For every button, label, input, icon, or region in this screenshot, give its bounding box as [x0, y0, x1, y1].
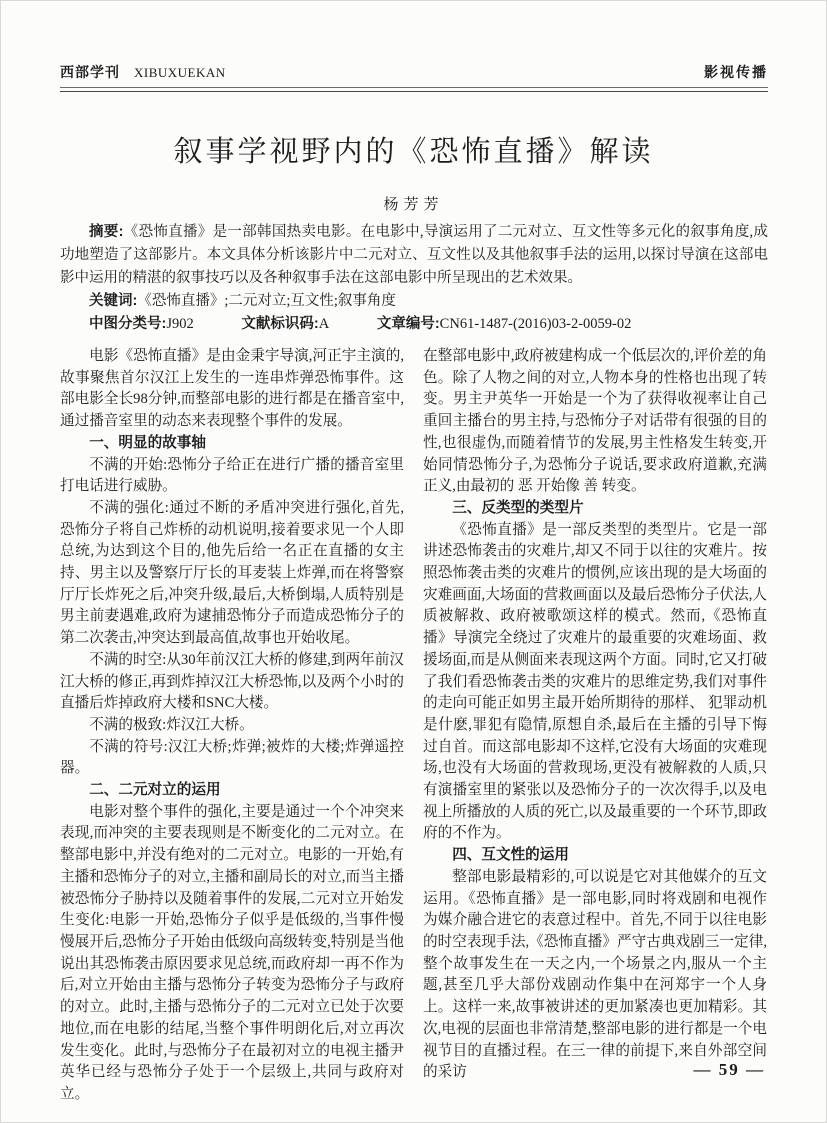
abstract [60, 221, 768, 290]
section-name: 影视传播 [704, 66, 768, 81]
abstract-text: 《恐怖直播》是一部韩国热卖电影。在电影中,导演运用了二元对立、互文性等多元化的叙事角度,成功地塑造了这部影片。本文具体分析该影片中二元对立、互文性以及其他叙事手法的运用,以探讨导演在这部电影中运用的精湛的叙事技巧以及各种叙事手法在这部电影中所呈现出的艺术效果。 [60, 224, 768, 286]
meta-line [60, 313, 768, 336]
header-rule [60, 87, 768, 92]
body-paragraph: 《恐怖直播》是一部反类型的类型片。它是一部讲述恐怖袭击的灾难片,却又不同于以往的灾难片。按照恐怖袭击类的灾难片的惯例,应该出现的是大场面的灾难画面,大场面的营救画面以及最后恐怖分子伏法,人质被解救、政府被歌颂这样的模式。然而,《恐怖直播》导演完全绕过了灾难片的最重要的灾难场面、救援场面,而是从侧面来表现这两个方面。同时,它又打破了我们看恐怖袭击类的灾难片的思维定势,我们对事件的走向可能正如男主最开始所期待的那样、 犯罪动机是什麽,罪犯有隐情,原想自杀,最后在主播的引导下悔过自首。而这部电影却不这样,它没有大场面的灾难现场,也没有大场面的营救现场,更没有被解救的人质,只有演播室里的紧张以及恐怖分子的一次次得手,以及电视上所播放的人质的死亡,以及最重要的一个环节,即政府的不作为。 [423, 521, 767, 842]
article-id: 文章编号:CN61-1487-(2016)03-2-0059-02 [376, 316, 632, 332]
journal-name-cn: 西部学刊 [60, 66, 120, 81]
body-paragraph: 不满的符号:汉江大桥;炸弹;被炸的大楼;炸弹遥控器。 [60, 738, 404, 777]
section-heading: 一、明显的故事轴 [89, 434, 206, 451]
body-paragraph: 电影《恐怖直播》是由金秉宇导演,河正宇主演的,故事聚焦首尔汉江上发生的一连串炸弹恐怖事件。这部电影全长98分钟,而整部电影的进行都是在播音室中,通过播音室里的动态来表现整个事件的发展。 [60, 348, 404, 430]
section-heading: 二、二元对立的运用 [89, 782, 221, 799]
body-paragraph: 不满的时空:从30年前汉江大桥的修建,到两年前汉江大桥的修正,再到炸掉汉江大桥恐怖,以及两个小时的直播后炸掉政府大楼和SNC大楼。 [60, 651, 404, 712]
body-paragraph: 不满的强化:通过不断的矛盾冲突进行强化,首先,恐怖分子将自己炸桥的动机说明,接着要求见一个人即总统,为达到这个目的,他先后给一名正在直播的女主持、男主以及警察厅厅长的耳麦装上炸弹,而在将警察厅厅长炸死之后,冲突升级,最后,大桥倒塌,人质特别是男主前妻遇难,政府为逮捕恐怖分子而造成恐怖分子的第二次袭击,冲突达到最高值,故事也开始收尾。 [60, 499, 404, 647]
journal-name-en: XIBUXUEKAN [134, 65, 226, 80]
body-paragraph: 不满的开始:恐怖分子给正在进行广播的播音室里打电话进行威胁。 [60, 456, 404, 495]
keywords-label: 关键词: [89, 293, 138, 309]
front-matter [60, 221, 768, 336]
keywords [60, 290, 768, 313]
left-column [60, 346, 404, 1106]
journal-name [60, 62, 226, 82]
right-column [423, 346, 767, 1106]
body-paragraph: 电影对整个事件的强化,主要是通过一个个冲突来表现,而冲突的主要表现则是不断变化的二元对立。在整部电影中,并没有绝对的二元对立。电影的一开始,有主播和恐怖分子的对立,主播和副局长的对立,而当主播被恐怖分子胁持以及随着事件的发展,二元对立开始发生变化:电影一开始,恐怖分子似乎是低级的,当事件慢慢展开后,恐怖分子开始由低级向高级转变,特别是当他说出其恐怖袭击原因要求见总统,而政府却一再不作为后,对立开始由主播与恐怖分子转变为恐怖分子与政府的对立。此时,主播与恐怖分子的二元对立已处于次要地位,而在电影的结尾,当整个事件明朗化后,对立再次发生变化。此时,与恐怖分子在最初对立的电视主播尹英华已经与恐怖分子处于一个层级上,共同与政府对立。 [60, 803, 404, 1102]
body-paragraph: 整部电影最精彩的,可以说是它对其他媒介的互文运用。《恐怖直播》是一部电影,同时将戏剧和电视作为媒介融合进它的表意过程中。首先,不同于以往电影的时空表现手法,《恐怖直播》严守古典戏剧三一定律,整个故事发生在一天之内,一个场景之内,服从一个主题,甚至几乎大部份戏剧动作集中在河郑宇一个人身上。这样一来,故事被讲述的更加紧凑也更加精彩。其次,电视的层面也非常清楚,整部电影的进行都是一个电视节目的直播过程。在三一律的前提下,来自外部空间的采访 [423, 868, 767, 1081]
clc-number: 中图分类号:J902 [89, 316, 194, 332]
page-title: 叙事学视野内的《恐怖直播》解读 [173, 136, 654, 168]
page-number: — 59 — [693, 1060, 765, 1079]
body-paragraph: 在整部电影中,政府被建构成一个低层次的,评价差的角色。除了人物之间的对立,人物本身的性格也出现了转变。男主尹英华一开始是一个为了获得收视率让自己重回主播台的男主持,与恐怖分子对话带有很强的目的性,也很虚伪,而随着情节的发展,男主性格发生转变,开始同情恐怖分子,为恐怖分子说话,要求政府道歉,充满正义,由最初的 恶 开始像 善 转变。 [423, 348, 767, 495]
keywords-text: 《恐怖直播》;二元对立;互文性;叙事角度 [137, 293, 396, 309]
document-code: 文献标识码:A [241, 316, 330, 332]
section-heading: 三、反类型的类型片 [452, 499, 584, 516]
article-body [60, 346, 768, 1106]
article-author: 杨芳芳 [383, 197, 444, 213]
abstract-label: 摘要: [89, 224, 124, 240]
section-heading: 四、互文性的运用 [452, 847, 569, 864]
running-head [60, 62, 768, 82]
body-paragraph: 不满的极致:炸汉江大桥。 [89, 716, 254, 733]
